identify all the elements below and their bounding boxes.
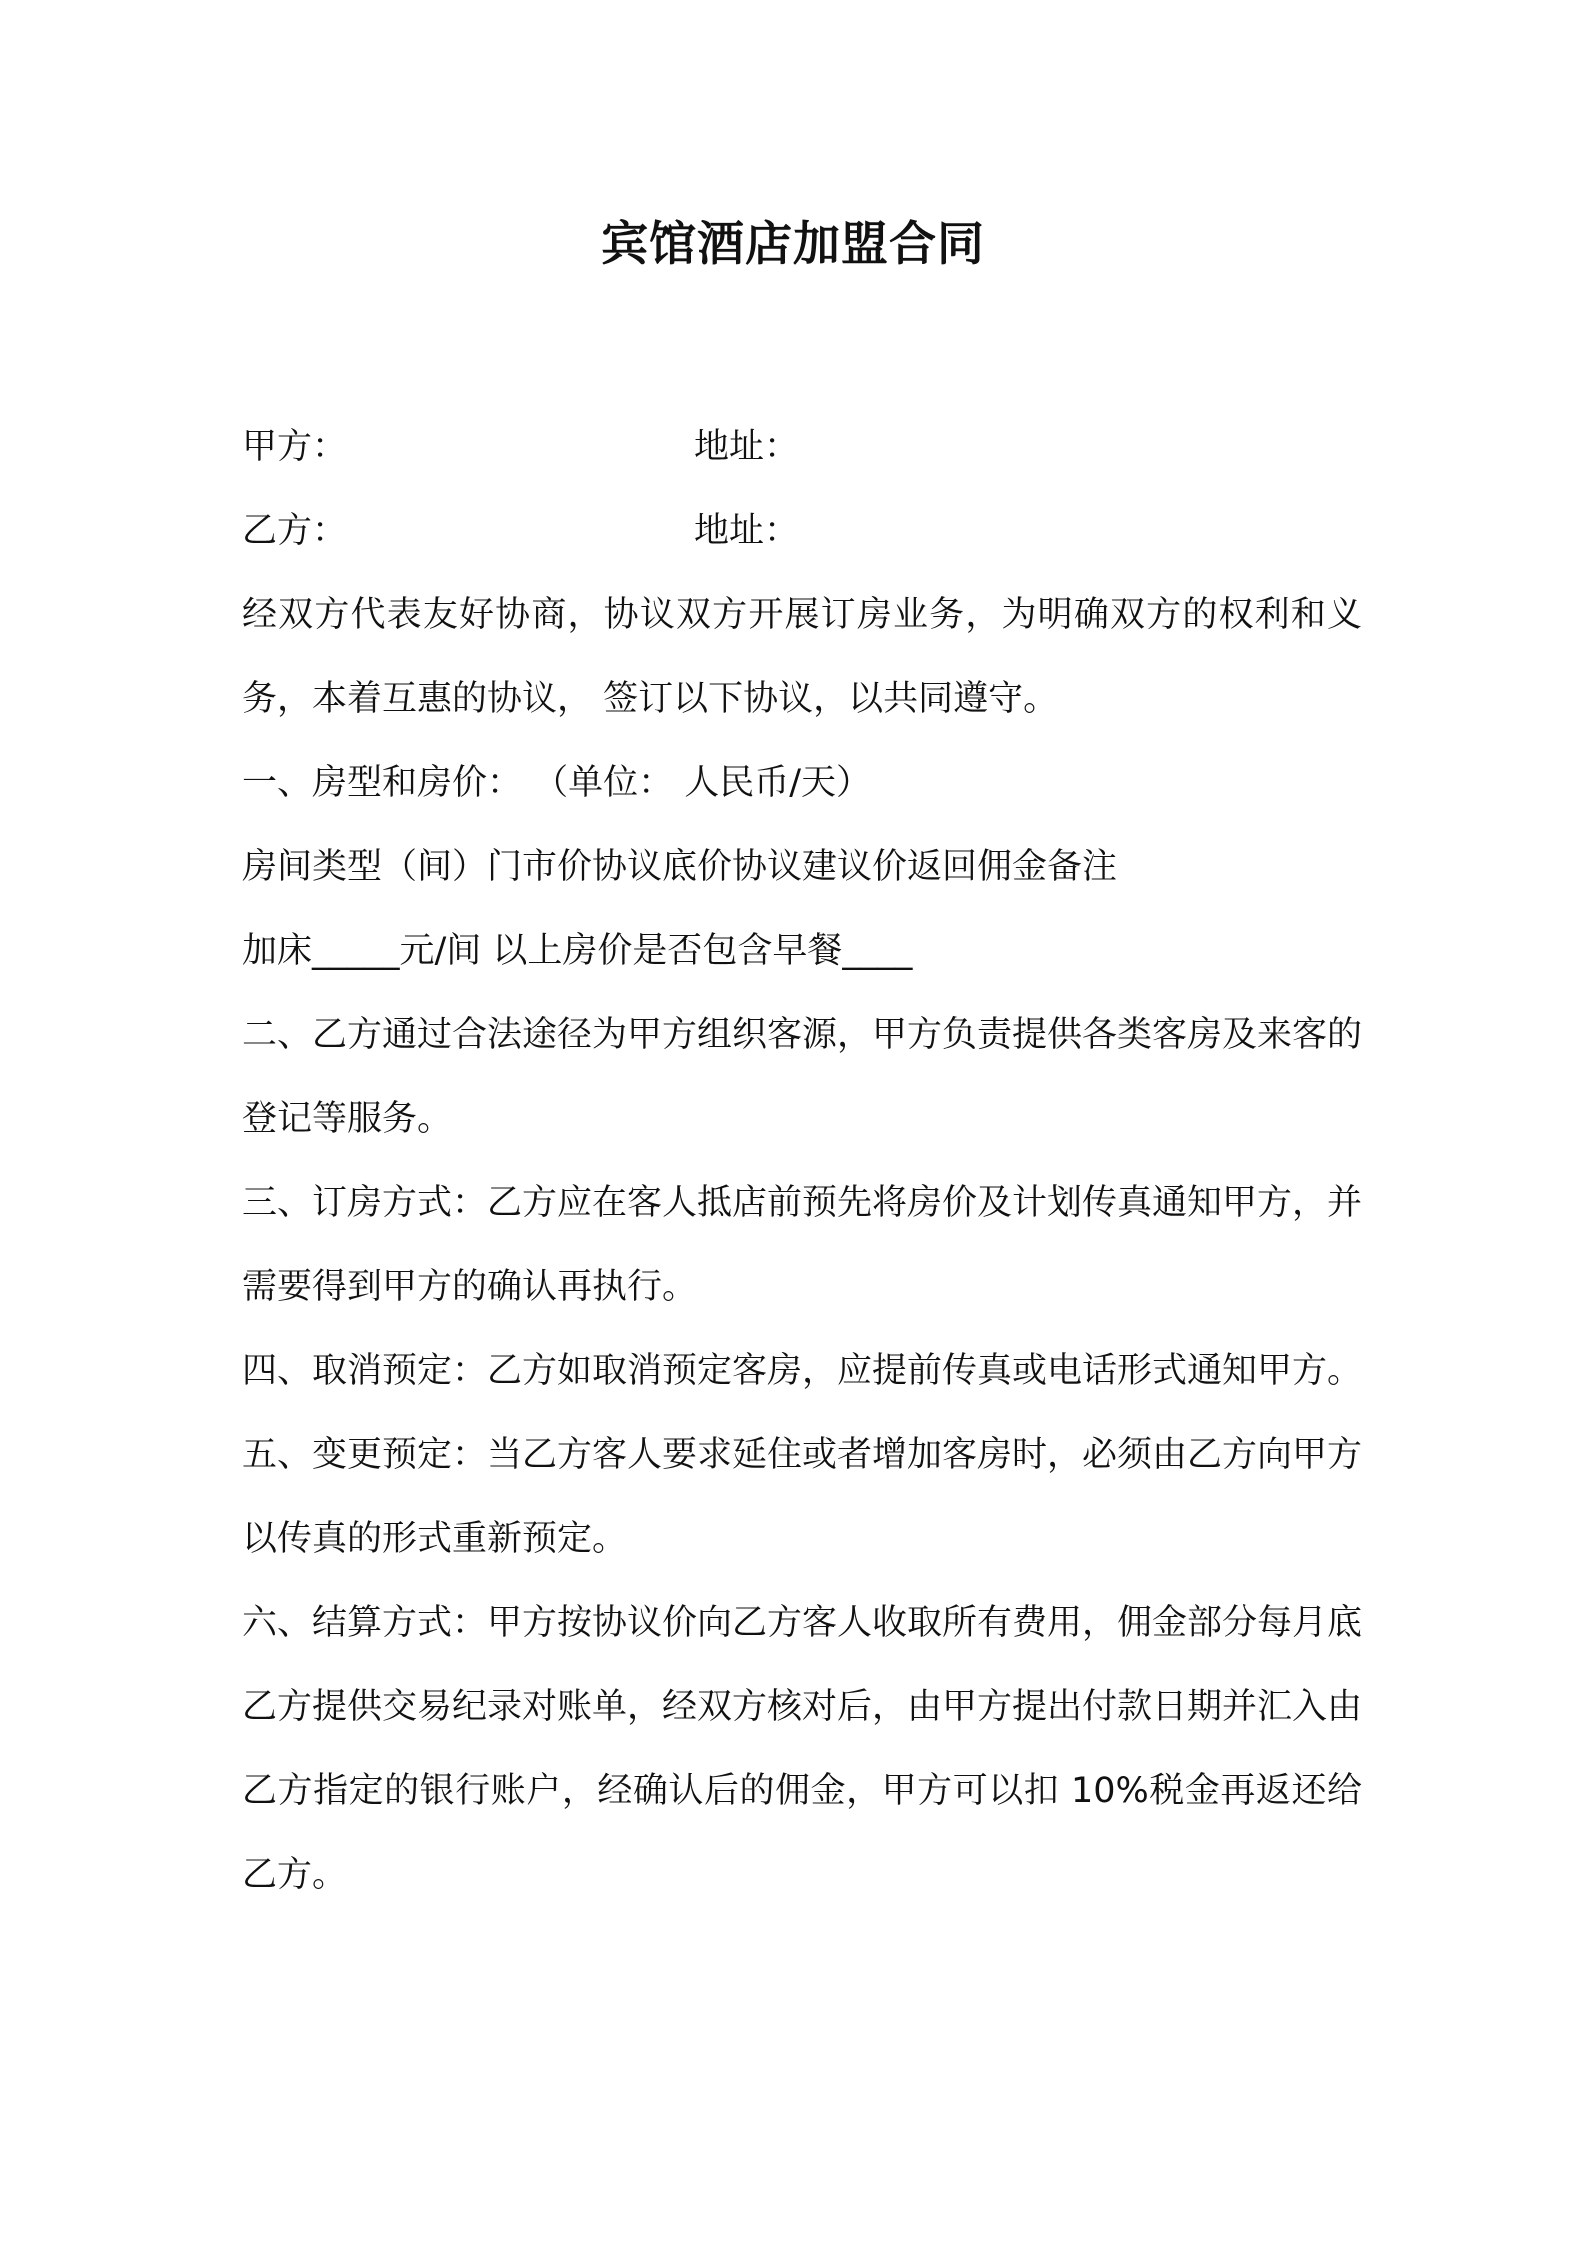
party-b-line (242, 489, 1362, 573)
document-body (242, 405, 1362, 1917)
document-title: 宾馆酒店加盟合同 (601, 217, 985, 272)
section-4-paragraph: 四、取消预定：乙方如取消预定客房，应提前传真或电话形式通知甲方。 (242, 1351, 1363, 1391)
party-a-line (242, 405, 1362, 489)
intro-paragraph: 经双方代表友好协商，协议双方开展订房业务，为明确双方的权利和义务，本着互惠的协议， 签订以下协议，以共同遵守。 (242, 595, 1362, 719)
section-1-heading: 一、房型和房价： （单位： 人民币/天） (242, 763, 872, 803)
party-b-address-label: 地址： (694, 511, 800, 551)
section-5-paragraph: 五、变更预定：当乙方客人要求延住或者增加客房时，必须由乙方向甲方以传真的形式重新预定。 (242, 1435, 1363, 1559)
section-6-paragraph: 六、结算方式：甲方按协议价向乙方客人收取所有费用，佣金部分每月底乙方提供交易纪录对账单，经双方核对后，由甲方提出付款日期并汇入由乙方指定的银行账户，经确认后的佣金，甲方可以扣 10%税金再返还给乙方。 (242, 1603, 1363, 1895)
party-b-label: 乙方： (242, 511, 348, 551)
section-2-paragraph: 二、乙方通过合法途径为甲方组织客源，甲方负责提供各类客房及来客的登记等服务。 (242, 1015, 1363, 1139)
section-1-table-header: 房间类型（间）门市价协议底价协议建议价返回佣金备注 (242, 847, 1118, 887)
section-3-paragraph: 三、订房方式：乙方应在客人抵店前预先将房价及计划传真通知甲方，并需要得到甲方的确认再执行。 (242, 1183, 1363, 1307)
party-a-address-label: 地址： (694, 427, 800, 467)
section-1-extra-bed: 加床_____元/间 以上房价是否包含早餐____ (242, 931, 913, 971)
party-a-label: 甲方： (242, 427, 348, 467)
